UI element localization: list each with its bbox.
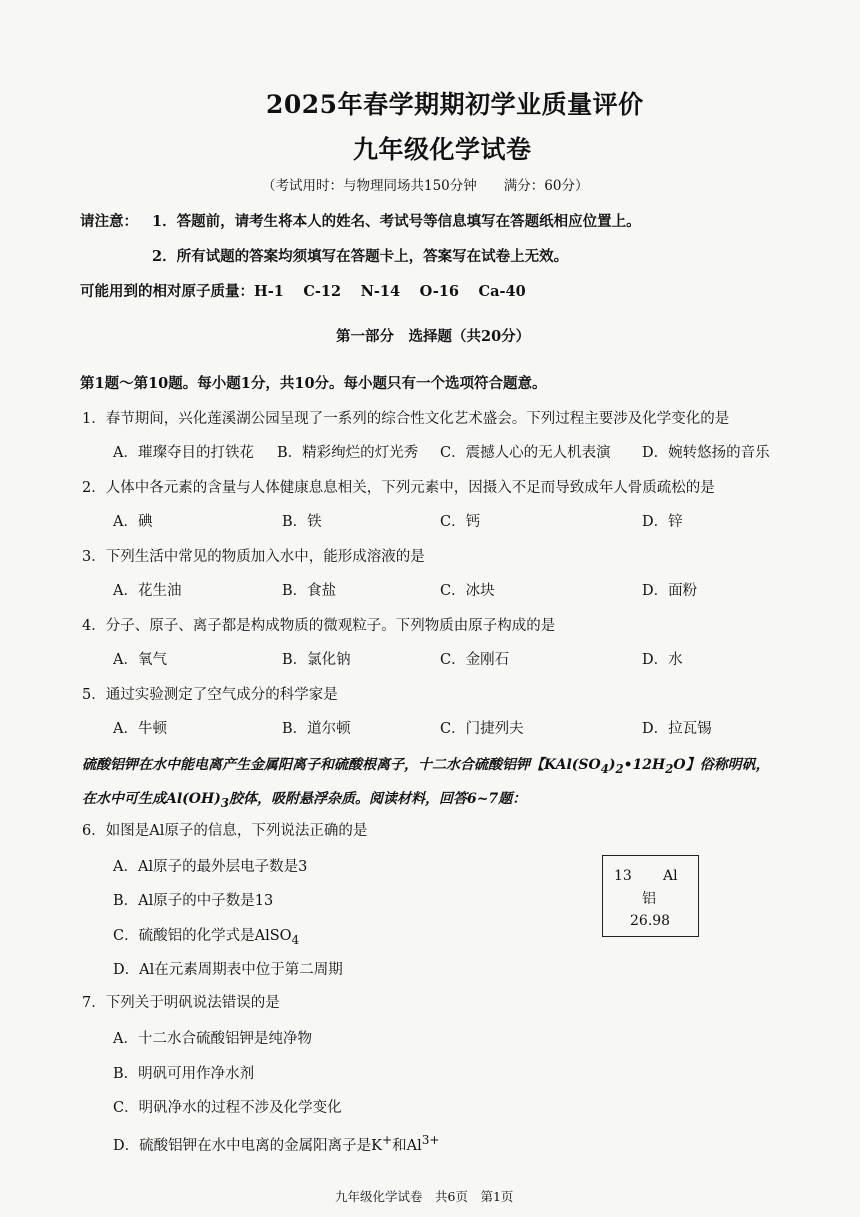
subscript: 3 xyxy=(220,795,229,810)
subscript: 4 xyxy=(291,932,300,947)
question-1-option-b: B．精彩绚烂的灯光秀 xyxy=(277,445,419,461)
question-6-option-a: A．Al原子的最外层电子数是3 xyxy=(113,859,308,875)
notice-item-1: 1．答题前，请考生将本人的姓名、考试号等信息填写在答题纸相应位置上。 xyxy=(152,213,641,230)
notice-label: 请注意： xyxy=(80,213,138,230)
question-7-stem: 7．下列关于明矾说法错误的是 xyxy=(82,995,280,1011)
atomic-mass: 26.98 xyxy=(630,913,671,929)
reading-passage-line-1 xyxy=(82,758,770,775)
question-5-option-c: C．门捷列夫 xyxy=(440,721,524,737)
passage-text: O】俗称明矾， xyxy=(673,757,770,773)
question-6-option-c xyxy=(113,929,299,946)
question-3-option-b: B．食盐 xyxy=(282,583,337,599)
question-5-stem: 5．通过实验测定了空气成分的科学家是 xyxy=(82,687,338,703)
question-3-option-a: A．花生油 xyxy=(113,583,182,599)
question-2-option-b: B．铁 xyxy=(282,514,322,530)
question-1-option-c: C．震撼人心的无人机表演 xyxy=(440,445,611,461)
question-5-option-d: D．拉瓦锡 xyxy=(642,721,712,737)
superscript: + xyxy=(381,1133,393,1147)
question-4-stem: 4．分子、原子、离子都是构成物质的微观粒子。下列物质由原子构成的是 xyxy=(82,618,556,634)
aluminum-element-card xyxy=(602,855,699,937)
passage-text: ) xyxy=(608,757,616,773)
question-7-option-c: C．明矾净水的过程不涉及化学变化 xyxy=(113,1100,342,1116)
question-6-stem: 6．如图是Al原子的信息，下列说法正确的是 xyxy=(82,823,368,839)
section-instruction: 第1题～第10题。每小题1分，共10分。每小题只有一个选项符合题意。 xyxy=(80,375,547,392)
question-2-option-a: A．碘 xyxy=(113,514,153,530)
subscript: 4 xyxy=(600,761,609,776)
passage-text: 在水中可生成Al(OH) xyxy=(82,791,221,807)
question-6-option-d: D．Al在元素周期表中位于第二周期 xyxy=(113,962,343,978)
subscript: 2 xyxy=(615,761,624,776)
element-symbol: Al xyxy=(663,868,678,884)
question-4-option-b: B．氯化钠 xyxy=(282,652,351,668)
passage-text: •12H xyxy=(623,757,666,773)
question-6-option-b: B．Al原子的中子数是13 xyxy=(113,893,274,909)
option-text: D．硫酸铝钾在水中电离的金属阳离子是K xyxy=(113,1137,382,1154)
question-3-option-d: D．面粉 xyxy=(642,583,698,599)
question-4-option-d: D．水 xyxy=(642,652,683,668)
notice-item-2: 2．所有试题的答案均须填写在答题卡上，答案写在试卷上无效。 xyxy=(152,248,569,265)
atomic-mass-list: 可能用到的相对原子质量：H-1 C-12 N-14 O-16 Ca-40 xyxy=(80,283,526,300)
question-1-option-a: A．璀璨夺目的打铁花 xyxy=(113,445,254,461)
question-1-stem: 1．春节期间，兴化莲溪湖公园呈现了一系列的综合性文化艺术盛会。下列过程主要涉及化学变化的是 xyxy=(82,411,730,427)
passage-text: 胶体，吸附悬浮杂质。阅读材料，回答6~7题： xyxy=(228,791,527,807)
question-5-option-b: B．道尔顿 xyxy=(282,721,351,737)
question-1-option-d: D．婉转悠扬的音乐 xyxy=(642,445,770,461)
question-7-option-a: A．十二水合硫酸铝钾是纯净物 xyxy=(113,1031,312,1047)
question-3-stem: 3．下列生活中常见的物质加入水中，能形成溶液的是 xyxy=(82,549,425,565)
question-2-option-d: D．锌 xyxy=(642,514,683,530)
question-7-option-d xyxy=(113,1134,440,1153)
question-5-option-a: A．牛顿 xyxy=(113,721,167,737)
element-name: 铝 xyxy=(642,891,656,907)
subscript: 2 xyxy=(665,761,674,776)
question-4-option-c: C．金刚石 xyxy=(440,652,510,668)
question-4-option-a: A．氧气 xyxy=(113,652,167,668)
section-title: 第一部分 选择题（共20分） xyxy=(336,328,531,345)
passage-text: 硫酸铝钾在水中能电离产生金属阳离子和硫酸根离子，十二水合硫酸铝钾【KAl(SO xyxy=(82,757,601,773)
question-2-stem: 2．人体中各元素的含量与人体健康息息相关，下列元素中，因摄入不足而导致成年人骨质疏松的是 xyxy=(82,480,715,496)
question-2-option-c: C．钙 xyxy=(440,514,481,530)
exam-info: （考试用时：与物理同场共150分钟 满分：60分） xyxy=(262,178,589,194)
exam-subject-title: 九年级化学试卷 xyxy=(353,135,532,164)
superscript: 3+ xyxy=(421,1133,440,1147)
reading-passage-line-2 xyxy=(82,792,526,809)
question-7-option-b: B．明矾可用作净水剂 xyxy=(113,1066,255,1082)
page-footer: 九年级化学试卷 共6页 第1页 xyxy=(335,1189,514,1204)
question-3-option-c: C．冰块 xyxy=(440,583,495,599)
option-text: C．硫酸铝的化学式是AlSO xyxy=(113,928,292,944)
exam-title: 2025年春学期期初学业质量评价 xyxy=(266,90,644,119)
atomic-number: 13 xyxy=(614,868,632,884)
option-text: 和Al xyxy=(392,1137,422,1154)
